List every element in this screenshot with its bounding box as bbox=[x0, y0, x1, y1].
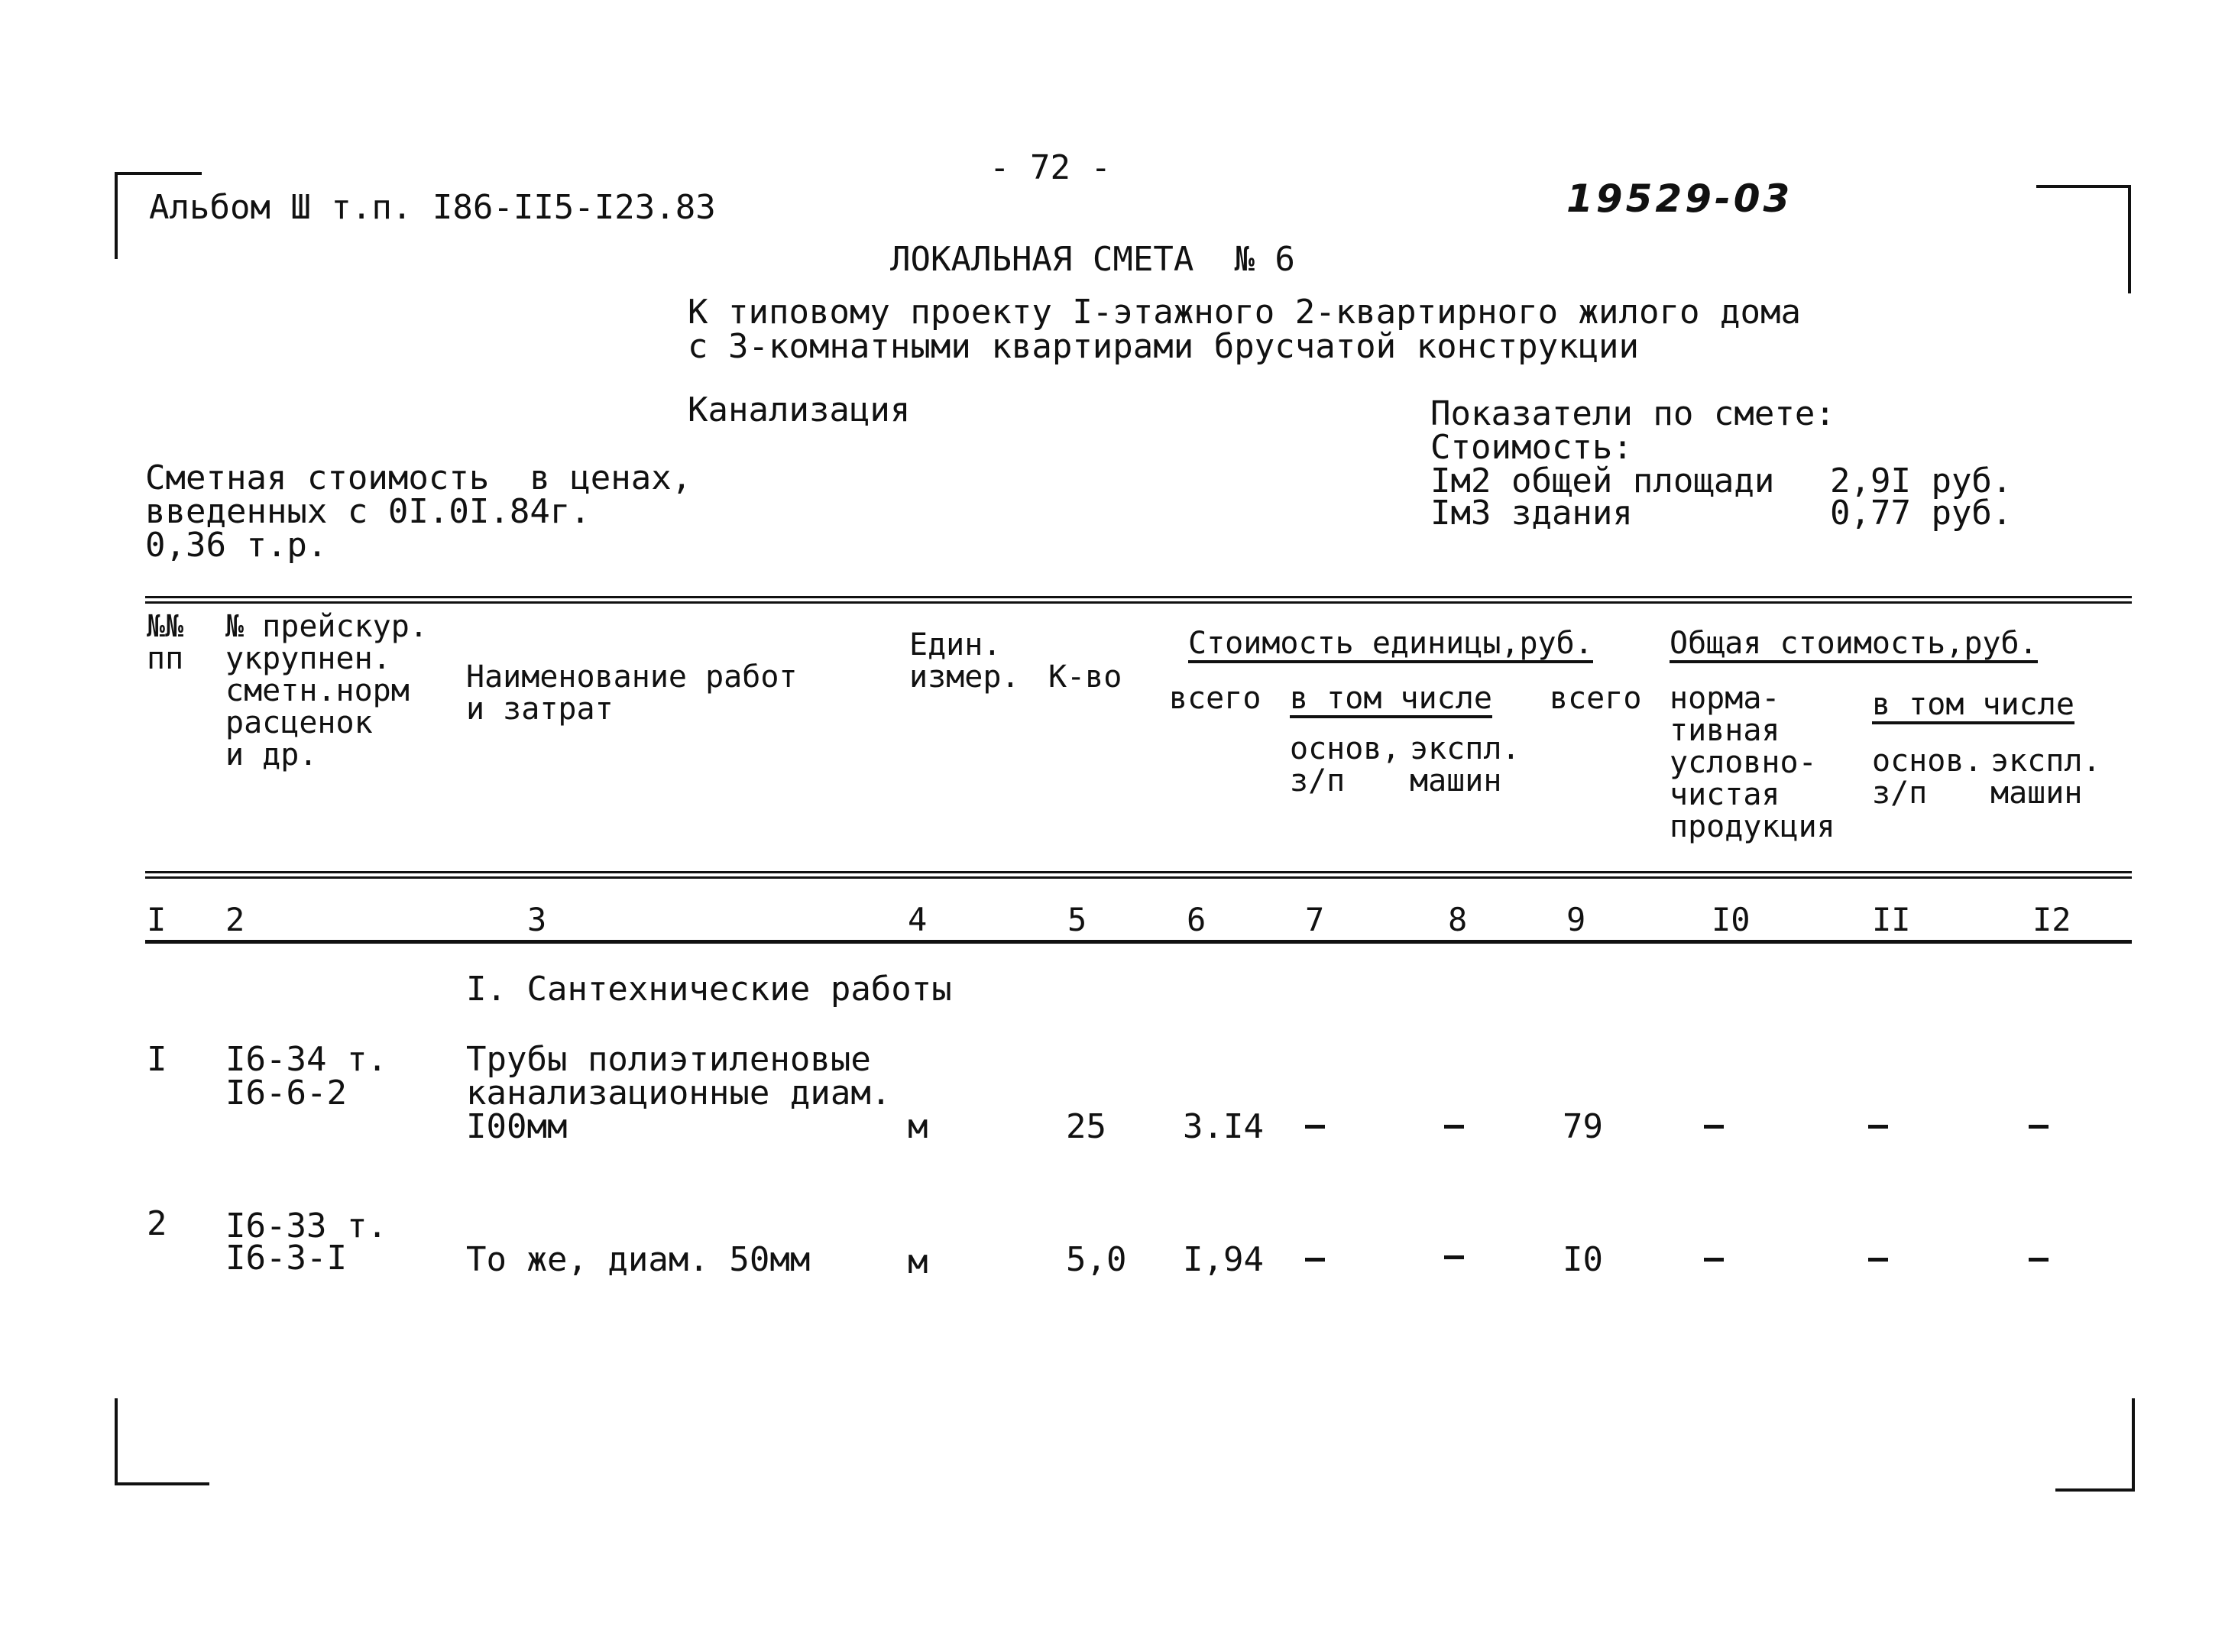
header-in-that-number-2: в том числе bbox=[1872, 689, 2074, 724]
header-col5: К-во bbox=[1048, 659, 1122, 695]
handwritten-document-code: 19529-03 bbox=[1566, 177, 1793, 221]
row1-col12-dash bbox=[2029, 1125, 2049, 1129]
row1-col10-dash bbox=[1704, 1125, 1724, 1129]
column-number-4: 4 bbox=[908, 901, 928, 938]
header-col6: всего bbox=[1169, 681, 1262, 716]
header-col9: всего bbox=[1550, 681, 1642, 716]
indicator-volume-value: 0,77 руб. bbox=[1830, 494, 2013, 533]
table-top-rule-2 bbox=[145, 601, 2132, 604]
header-col7-line1: основ, bbox=[1290, 731, 1401, 766]
row2-col12-dash bbox=[2029, 1258, 2049, 1262]
header-in-that-number: в том числе bbox=[1290, 683, 1492, 718]
header-col2-line4: расценок bbox=[225, 705, 373, 740]
column-number-12: I2 bbox=[2032, 901, 2071, 938]
row2-code-line1: I6-33 т. bbox=[225, 1207, 387, 1245]
row1-unit-total: 3.I4 bbox=[1183, 1107, 1264, 1146]
document-title: ЛОКАЛЬНАЯ СМЕТА № 6 bbox=[890, 240, 1295, 279]
column-number-2: 2 bbox=[225, 901, 245, 938]
column-number-9: 9 bbox=[1566, 901, 1586, 938]
header-col4-line2: измер. bbox=[909, 659, 1020, 695]
column-number-7: 7 bbox=[1305, 901, 1325, 938]
header-bottom-rule bbox=[145, 871, 2132, 873]
column-number-8: 8 bbox=[1448, 901, 1468, 938]
header-col11-line1: основ. bbox=[1872, 743, 1983, 779]
header-unit-cost-group: Стоимость единицы,руб. bbox=[1188, 628, 1593, 663]
header-col12-line2: машин bbox=[1990, 776, 2083, 811]
row2-code-line2: I6-3-I bbox=[225, 1239, 347, 1278]
header-col4-line1: Един. bbox=[909, 627, 1002, 662]
column-number-1: I bbox=[147, 901, 167, 938]
header-col11-line2: з/п bbox=[1872, 776, 1928, 811]
column-number-10: I0 bbox=[1712, 901, 1751, 938]
row1-name-line2: канализационные диам. bbox=[466, 1074, 892, 1113]
album-reference: Альбом Ш т.п. I86-II5-I23.83 bbox=[149, 188, 716, 227]
indicator-volume-label: Iм3 здания bbox=[1430, 494, 1633, 533]
row1-col11-dash bbox=[1868, 1125, 1888, 1129]
subtitle-line-2: с 3-комнатными квартирами брусчатой конструкции bbox=[688, 327, 1640, 366]
header-col10-line1: норма- bbox=[1670, 681, 1780, 716]
row2-col11-dash bbox=[1868, 1258, 1888, 1262]
subtitle-line-1: К типовому проекту I-этажного 2-квартирного жилого дома bbox=[688, 293, 1801, 332]
estimated-cost-line-2: введенных с 0I.0I.84г. bbox=[145, 492, 591, 531]
header-bottom-rule-2 bbox=[145, 876, 2132, 879]
row1-name-line3: I00мм bbox=[466, 1107, 568, 1146]
header-col12-line1: экспл. bbox=[1990, 743, 2101, 779]
row1-col8-dash bbox=[1444, 1125, 1464, 1129]
row2-unit-total: I,94 bbox=[1183, 1240, 1264, 1279]
header-col2-line1: № прейскур. bbox=[225, 609, 428, 644]
indicator-area-label: Iм2 общей площади bbox=[1430, 462, 1775, 500]
estimated-cost-value: 0,36 т.р. bbox=[145, 526, 328, 565]
header-col3-line2: и затрат bbox=[466, 692, 614, 727]
header-total-cost-group: Общая стоимость,руб. bbox=[1670, 628, 2038, 663]
corner-bracket-bottom-right bbox=[2055, 1398, 2135, 1492]
header-col8-line2: машин bbox=[1410, 763, 1502, 798]
row1-code-line1: I6-34 т. bbox=[225, 1040, 387, 1079]
column-number-11: II bbox=[1872, 901, 1911, 938]
corner-bracket-top-right bbox=[2036, 185, 2131, 293]
header-col10-line3: условно- bbox=[1670, 745, 1817, 780]
row2-col8-dash bbox=[1444, 1255, 1464, 1259]
row1-code-line2: I6-6-2 bbox=[225, 1074, 347, 1113]
section-title: I. Сантехнические работы bbox=[466, 970, 952, 1009]
row1-quantity: 25 bbox=[1066, 1107, 1106, 1146]
header-col10-line2: тивная bbox=[1670, 713, 1780, 748]
column-number-5: 5 bbox=[1067, 901, 1087, 938]
header-col8-line1: экспл. bbox=[1410, 731, 1521, 766]
row1-col7-dash bbox=[1305, 1125, 1325, 1129]
header-col1-line1: №№ bbox=[147, 609, 184, 644]
header-col10-line4: чистая bbox=[1670, 777, 1780, 812]
header-col7-line2: з/п bbox=[1290, 763, 1346, 798]
column-numbers-rule bbox=[145, 940, 2132, 944]
row2-number: 2 bbox=[147, 1204, 167, 1243]
indicators-cost-label: Стоимость: bbox=[1430, 428, 1633, 467]
row2-col7-dash bbox=[1305, 1258, 1325, 1262]
table-top-rule bbox=[145, 596, 2132, 598]
row2-name: То же, диам. 50мм bbox=[466, 1240, 811, 1279]
header-col2-line3: сметн.норм bbox=[225, 673, 410, 708]
row1-number: I bbox=[147, 1040, 167, 1079]
row1-name-line1: Трубы полиэтиленовые bbox=[466, 1040, 871, 1079]
indicators-heading: Показатели по смете: bbox=[1430, 394, 1835, 433]
indicator-area-value: 2,9I руб. bbox=[1830, 462, 2013, 500]
column-number-3: 3 bbox=[527, 901, 547, 938]
section-name: Канализация bbox=[688, 390, 911, 429]
header-col10-line5: продукция bbox=[1670, 809, 1835, 844]
corner-bracket-bottom-left bbox=[115, 1398, 209, 1485]
header-col1-line2: пп bbox=[147, 641, 184, 676]
row2-total: I0 bbox=[1563, 1240, 1603, 1279]
estimated-cost-line-1: Сметная стоимость в ценах, bbox=[145, 458, 692, 497]
row1-unit: м bbox=[908, 1107, 928, 1146]
row2-col10-dash bbox=[1704, 1258, 1724, 1262]
row2-quantity: 5,0 bbox=[1066, 1240, 1127, 1279]
row1-total: 79 bbox=[1563, 1107, 1603, 1146]
page-number: - 72 - bbox=[989, 148, 1111, 187]
header-col3-line1: Наименование работ bbox=[466, 659, 798, 695]
header-col2-line5: и др. bbox=[225, 737, 318, 773]
row2-unit: м bbox=[908, 1242, 928, 1281]
column-number-6: 6 bbox=[1187, 901, 1206, 938]
header-col2-line2: укрупнен. bbox=[225, 641, 391, 676]
